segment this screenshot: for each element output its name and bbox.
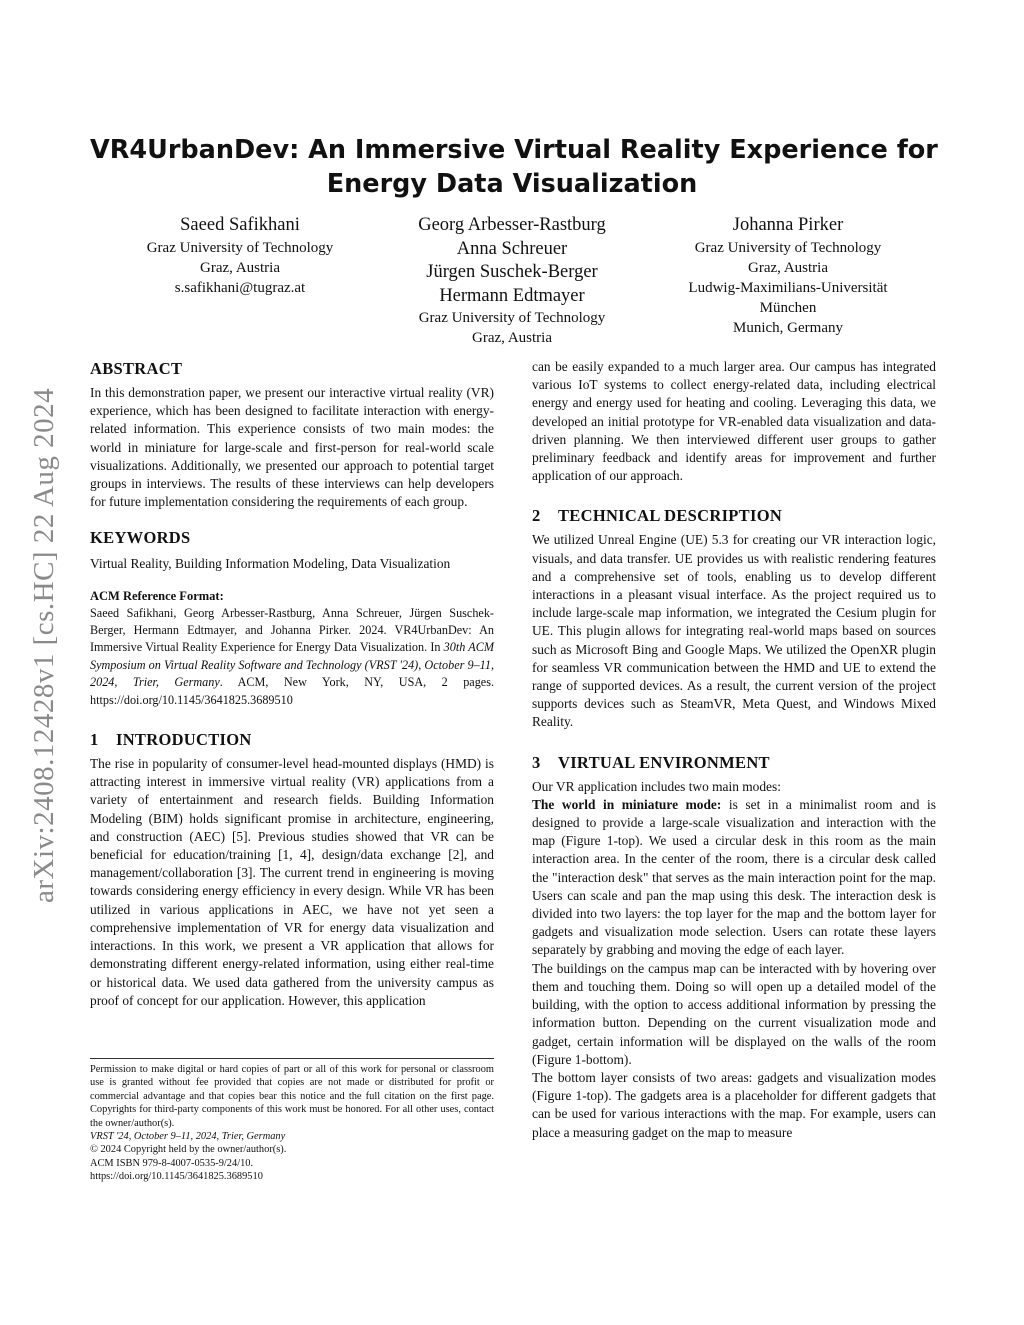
author-3-name: Anna Schreuer (456, 238, 568, 259)
world-in-miniature-label: The world in miniature mode: (532, 796, 722, 812)
abstract-heading: ABSTRACT (90, 359, 183, 378)
buildings-paragraph: The buildings on the campus map can be interacted with by hovering over them and touching them. Doing so will open up a detailed model of the building, with the option to access additional information by pressing the information button. Depending on the current visualization mode and gadget, certain information will be displayed on the walls of the room (Figure 1-bottom). (532, 960, 936, 1067)
arxiv-identifier: arXiv:2408.12428v1 [cs.HC] 22 Aug 2024 (28, 387, 60, 903)
left-column (90, 358, 495, 1183)
acm-reference-heading: ACM Reference Format: (90, 588, 224, 603)
author-1-affiliation: Graz University of Technology (146, 239, 334, 256)
title-line-2: Energy Data Visualization (326, 169, 698, 199)
author-6-affiliation-2: Ludwig-Maximilians-Universität (688, 279, 888, 296)
footnote-isbn: ACM ISBN 979-8-4007-0535-9/24/10. (90, 1157, 254, 1169)
acm-reference-publisher[interactable]: . ACM, New York, NY, USA, 2 pages. https://doi.org/10.1145/3641825.3689510 (90, 675, 495, 707)
right-column (532, 358, 936, 1142)
author-1 (90, 214, 390, 298)
author-group-2 (362, 214, 662, 348)
author-6-location-2: Munich, Germany (733, 319, 843, 336)
virtual-environment-intro: Our VR application includes two main modes: (532, 778, 781, 794)
world-in-miniature-text: is set in a minimalist room and is designed to provide a large-scale visualization and interaction with the map (Figure 1-top). We used a circular desk in this room as the main interaction area. In the center of the room, there is a circular desk called the "interaction desk" that serves as the main interaction point for the map. Users can scale and pan the map using this desk. The interaction desk is divided into two layers: the top layer for the map and the bottom layer for gadgets and visualization mode selection. Users can rotate these layers separately by grabbing and moving the edge of each layer. (532, 796, 936, 958)
keywords-heading: KEYWORDS (90, 528, 191, 548)
author-2-name: Georg Arbesser-Rastburg (418, 215, 606, 235)
footnote-copyright: © 2024 Copyright held by the owner/author(s). (90, 1144, 287, 1156)
virtual-environment-title: VIRTUAL ENVIRONMENT (558, 752, 770, 772)
author-6-affiliation-2-city: München (759, 299, 817, 316)
bottom-layer-paragraph: The bottom layer consists of two areas: gadgets and visualization modes (Figure 1-top). The gadgets area is a placeholder for different gadgets that can be used for various interactions with the map. For example, users can place a measuring gadget on the map to measure (532, 1069, 936, 1140)
author-6-affiliation: Graz University of Technology (694, 239, 882, 256)
author-1-name: Saeed Safikhani (180, 215, 300, 235)
permission-notice: Permission to make digital or hard copies of part or all of this work for personal or classroom use is granted without fee provided that copies are not made or distributed for profit or commercial advantage and that copies bear this notice and the full citation on the first page. Copyrights for third-party components of this work must be honored. For all other uses, contact the owner/author(s). (90, 1064, 494, 1129)
author-1-location: Graz, Austria (200, 259, 280, 276)
author-1-email[interactable]: s.safikhani@tugraz.at (174, 279, 306, 296)
author-6 (638, 214, 938, 338)
world-in-miniature-paragraph (532, 796, 936, 960)
virtual-environment-heading (532, 752, 936, 774)
author-6-name: Johanna Pirker (732, 215, 844, 235)
footnote-block (90, 1058, 494, 1184)
technical-description-heading (532, 505, 936, 527)
introduction-heading (90, 729, 494, 751)
keywords-text: Virtual Reality, Building Information Modeling, Data Visualization (90, 556, 451, 572)
technical-description-title: TECHNICAL DESCRIPTION (558, 506, 783, 526)
footnote-venue: VRST '24, October 9–11, 2024, Trier, Germany (90, 1131, 286, 1143)
abstract-text: In this demonstration paper, we present our interactive virtual reality (VR) experience, which has been designed to facilitate interaction with energy-related information. This experience consists of two main modes: the world in miniature for large-scale and first-person for real-world scale visualizations. Additionally, we presented our approach to potential target groups in interviews. The results of these interviews can help developers for future implementation considering the requirements of each group. (90, 385, 494, 510)
footnote-doi[interactable]: https://doi.org/10.1145/3641825.3689510 (90, 1171, 263, 1183)
author-group-2-affiliation: Graz University of Technology (418, 310, 606, 326)
introduction-title: INTRODUCTION (116, 730, 252, 750)
author-6-location: Graz, Austria (748, 259, 828, 276)
author-group-2-location: Graz, Austria (472, 330, 552, 346)
introduction-continued: can be easily expanded to a much larger area. Our campus has integrated various IoT systems to collect energy-related data, including electrical energy and energy used for heating and cooling. Leveraging this data, we developed an initial prototype for VR-enabled data visualization and data-driven planning. We then interviewed different user groups to gather preliminary feedback and identify areas for improvement and further application of our approach. (532, 359, 936, 484)
introduction-text: The rise in popularity of consumer-level head-mounted displays (HMD) is attracting interest in immersive virtual reality (VR) applications from a variety of entertainment and research fields. Building Information Modeling (BIM) holds significant promise in architecture, engineering, and construction (AEC) [5]. Previous studies showed that VR can be beneficial for education/training [1, 4], design/data exchange [2], and management/collaboration [3]. The current trend in engineering is moving towards considering energy efficiency in every design. While VR has been utilized in various applications in AEC, we have not yet seen a comprehensive implementation of VR for energy data visualization and interactions. In this work, we present a VR application that allows for demonstrating different energy-related information, using either real-time or historical data. We used data gathered from the university campus as proof of concept for our application. However, this application (90, 756, 494, 1008)
title-line-1: VR4UrbanDev: An Immersive Virtual Reality Experience for (90, 135, 938, 165)
virtual-environment-number: 3 (532, 752, 541, 772)
author-4-name: Jürgen Suschek-Berger (426, 262, 598, 282)
footnote-rule (90, 1058, 494, 1059)
acm-reference-text (90, 605, 494, 709)
acm-reference-venue: 30th ACM Symposium on Virtual Reality Software and Technology (VRST '24), October 9–11, 2024, Trier, Germany (90, 640, 494, 690)
technical-description-number: 2 (532, 506, 541, 526)
paper-title (90, 133, 938, 201)
acm-reference-authors: Saeed Safikhani, Georg Arbesser-Rastburg, Anna Schreuer, Jürgen Suschek-Berger, Hermann Edtmayer, and Johanna Pirker. 2024. VR4UrbanDev: An Immersive Virtual Reality Experience for Energy Data Visualization. In (90, 605, 494, 655)
technical-description-text: We utilized Unreal Engine (UE) 5.3 for creating our VR interaction logic, visuals, and data transfer. UE provides us with realistic rendering features and a comprehensive set of tools, enabling us to develop different interactions in a pleasant visual interface. As the project required us to include large-scale map information, we integrated the Cesium plugin for UE. This plugin allows for integrating real-world maps based on sources such as Microsoft Bing and Google Maps. We utilized the OpenXR plugin for seamless VR communication between the HMD and UE to extend the range of supported devices. As a result, the current version of the project supports devices such as SteamVR, Meta Quest, and Windows Mixed Reality. (532, 532, 936, 730)
introduction-number: 1 (90, 730, 99, 750)
author-5-name: Hermann Edtmayer (439, 285, 585, 306)
